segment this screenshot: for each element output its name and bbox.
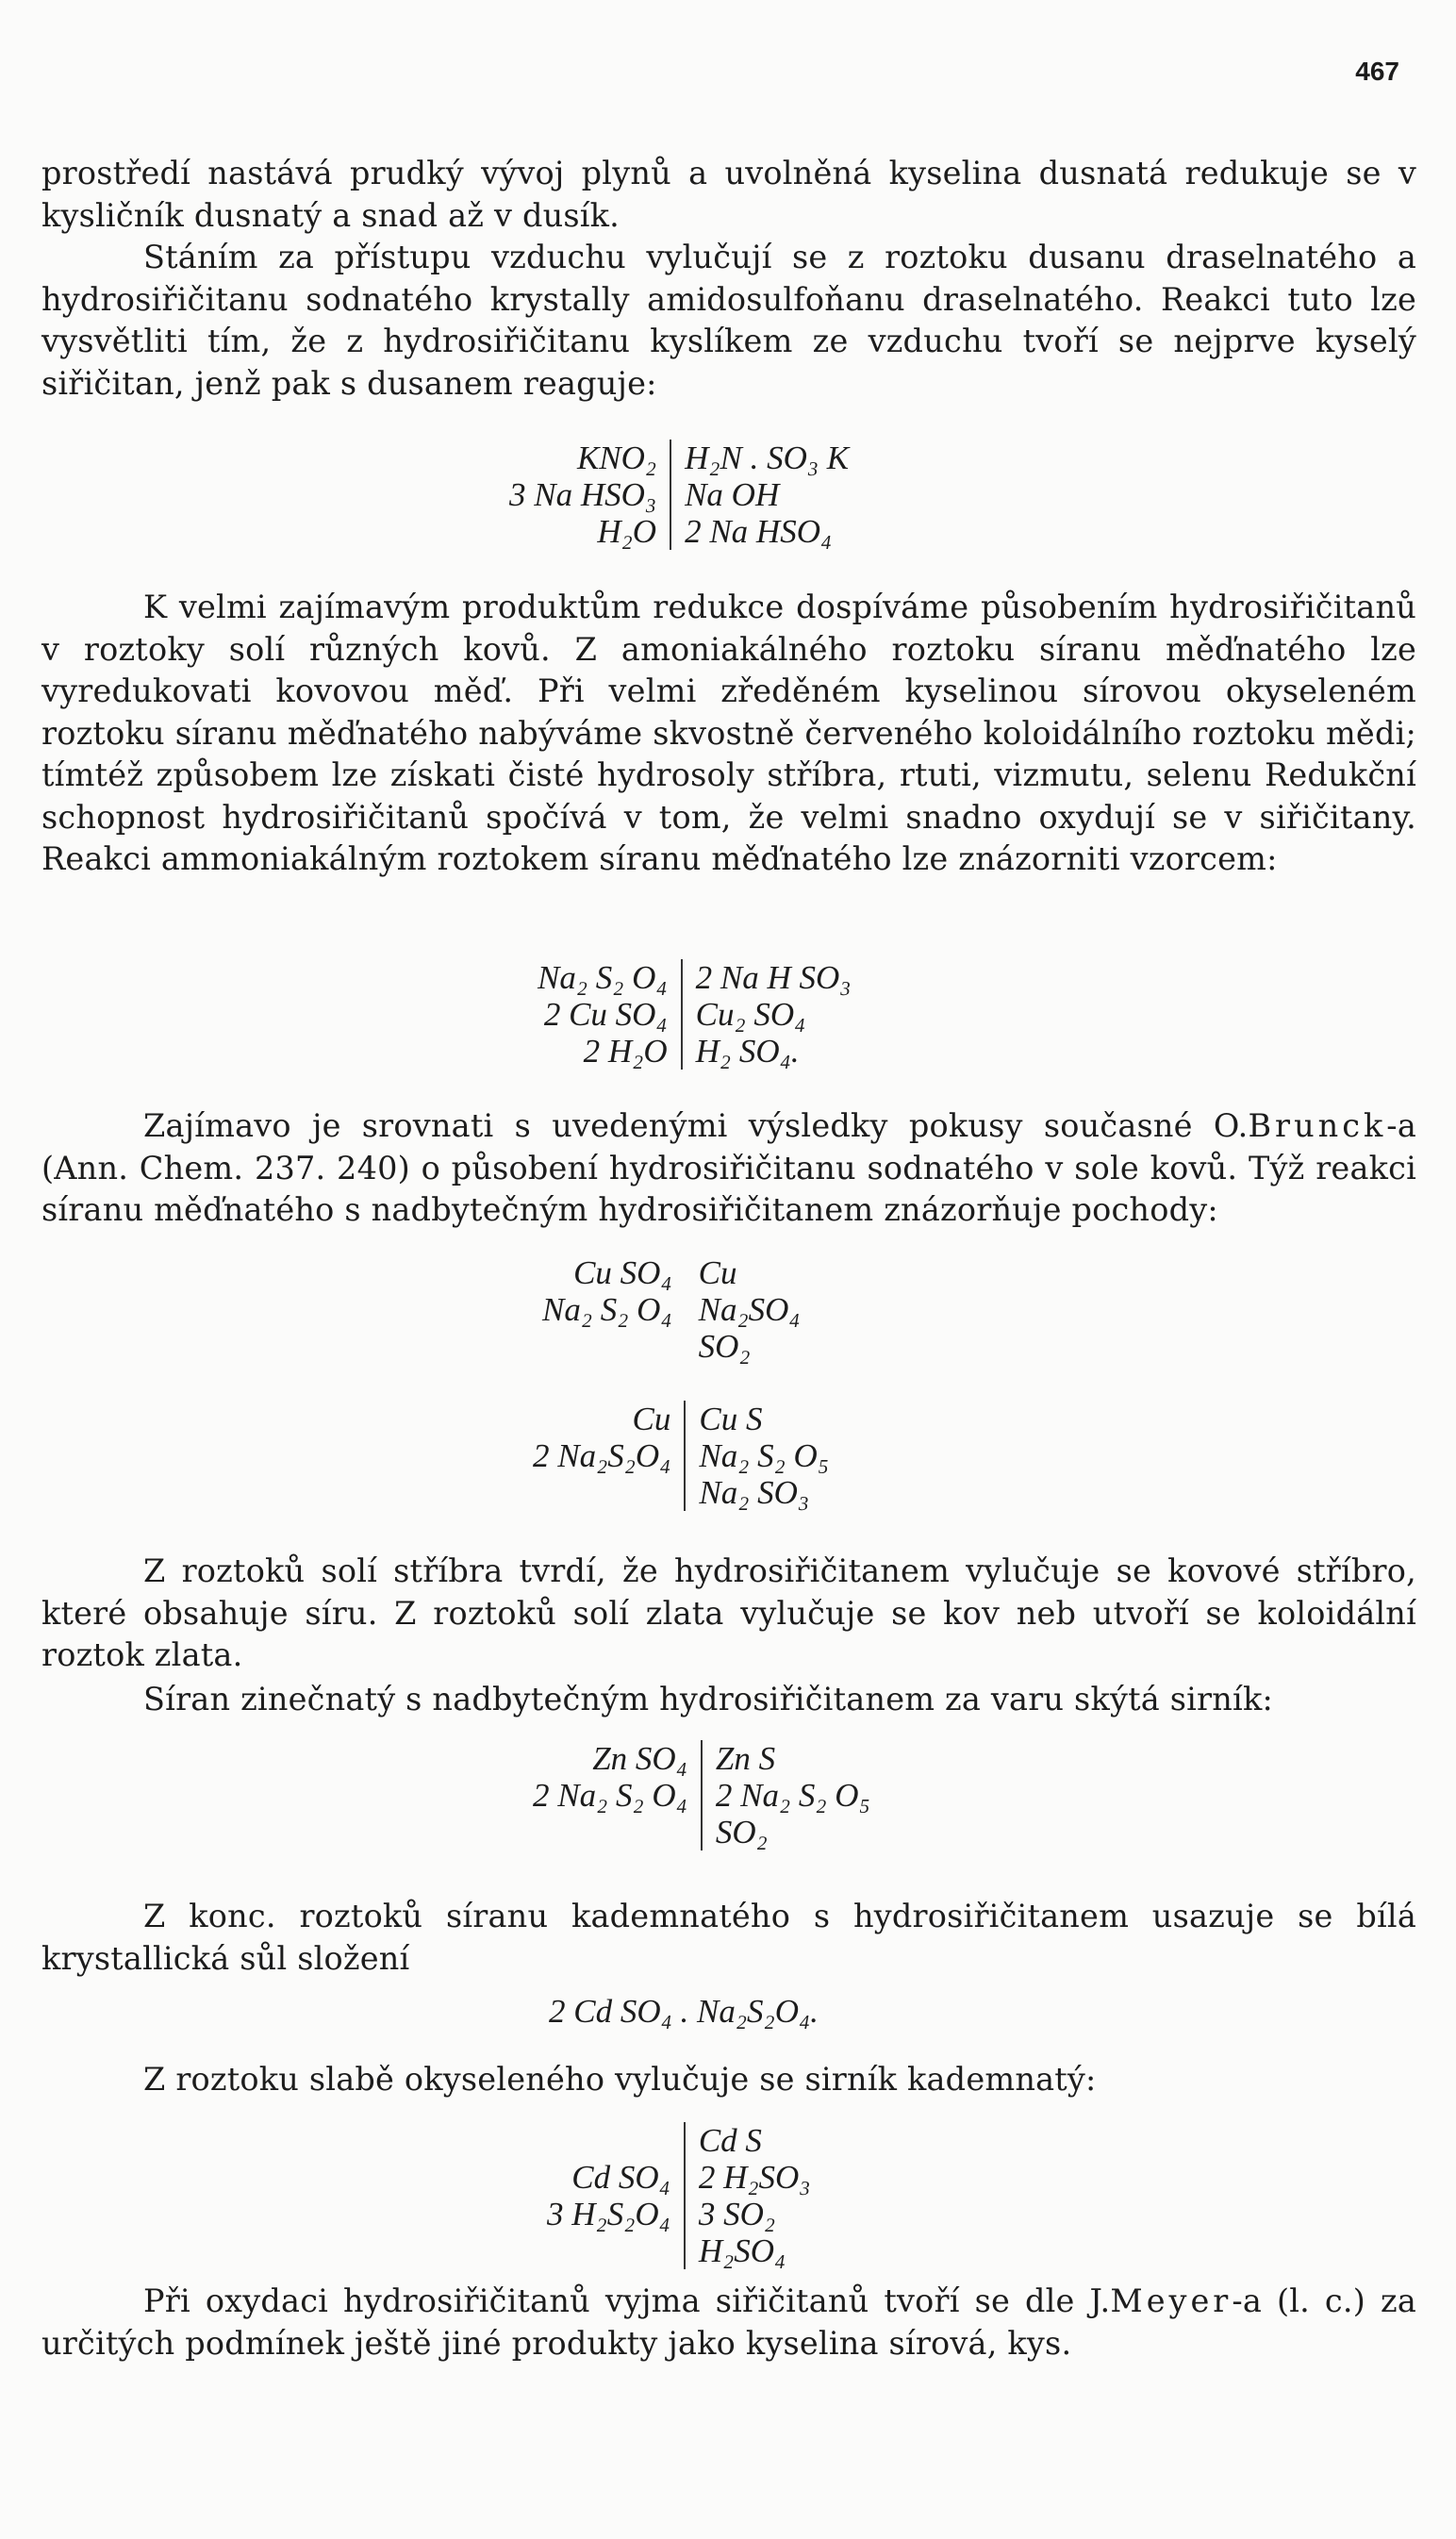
p9-text-a: Při oxydaci hydrosiřičitanů vyjma siřičitanů tvoří se dle J. xyxy=(143,2282,1111,2319)
equation-5 xyxy=(533,1740,870,1850)
eq1-left-2: 3 Na HSO₃ xyxy=(509,476,671,513)
equation-1 xyxy=(509,440,849,550)
eq5-right-1: Zn S xyxy=(715,1740,776,1777)
eq7-left-4 xyxy=(547,2232,686,2269)
paragraph-1: prostředí nastává prudký vývoj plynů a uvolněná kyselina dusnatá redukuje se v kysličník dusnatý a snad až v dusík. xyxy=(41,155,1416,234)
eq3-right-3: SO₂ xyxy=(698,1328,751,1365)
eq3-right-2: Na₂SO₄ xyxy=(698,1291,801,1328)
equation-3 xyxy=(542,1254,801,1365)
author-meyer: Meyer xyxy=(1110,2282,1233,2319)
eq2-right-1: 2 Na H SO₃ xyxy=(695,959,852,996)
eq7-right-4: H₂SO₄ xyxy=(698,2232,786,2269)
eq4-left-2: 2 Na₂S₂O₄ xyxy=(533,1437,686,1474)
p4-text-a: Zajímavo je srovnati s uvedenými výsledky pokusy současné O. xyxy=(143,1107,1249,1144)
equation-6: 2 Cd SO₄ . Na₂S₂O₄. xyxy=(549,1993,819,2030)
eq1-left-3: H₂O xyxy=(509,513,671,550)
eq1-right-3: 2 Na HSO₄ xyxy=(685,513,833,550)
equation-4 xyxy=(533,1401,829,1511)
eq4-left-3 xyxy=(533,1474,686,1511)
eq7-left-2: Cd SO₄ xyxy=(547,2159,686,2196)
eq1-left-1: KNO₂ xyxy=(509,440,671,476)
eq3-left-1: Cu SO₄ xyxy=(573,1254,672,1291)
eq2-left-2: 2 Cu SO₄ xyxy=(538,996,683,1033)
eq7-right-1: Cd S xyxy=(698,2122,762,2159)
eq2-right-2: Cu₂ SO₄ xyxy=(695,996,806,1033)
eq4-right-1: Cu S xyxy=(699,1401,763,1437)
paragraph-6: Síran zinečnatý s nadbytečným hydrosiřičitanem za varu skýtá sirník: xyxy=(143,1681,1273,1718)
page-number: 467 xyxy=(1355,57,1399,86)
equation-2 xyxy=(538,959,851,1070)
paragraph-4 xyxy=(41,1105,1416,1232)
eq5-left-3 xyxy=(533,1814,703,1850)
eq5-right-2: 2 Na₂ S₂ O₅ xyxy=(715,1777,870,1814)
paragraph-8: Z roztoku slabě okyseleného vylučuje se sirník kademnatý: xyxy=(143,2061,1097,2098)
eq5-right-3: SO₂ xyxy=(715,1814,768,1850)
eq2-right-3: H₂ SO₄. xyxy=(695,1033,800,1070)
paragraph-9 xyxy=(41,2281,1416,2365)
p9-text-b: -a (l. c.) za určitých podmínek ještě jiné produkty jako kyselina sírová, kys. xyxy=(41,2282,1416,2362)
eq2-left-3: 2 H₂O xyxy=(538,1033,683,1070)
eq2-left-1: Na₂ S₂ O₄ xyxy=(538,959,683,996)
eq7-right-2: 2 H₂SO₃ xyxy=(698,2159,811,2196)
paragraph-2: Stáním za přístupu vzduchu vylučují se z roztoku dusanu draselnatého a hydrosiřičitanu sodnatého krystally amidosulfoňanu draselnatého. Reakci tuto lze vysvětliti tím, že z hydrosiřičitanu kyslíkem ze vzduchu tvoří se nejprve kyselý siřičitan, jenž pak s dusanem reaguje: xyxy=(41,239,1416,402)
eq3-left-3 xyxy=(542,1328,686,1365)
eq7-left-3: 3 H₂S₂O₄ xyxy=(547,2196,686,2232)
author-brunck: Brunck xyxy=(1248,1107,1387,1144)
eq1-right-2: Na OH xyxy=(685,476,780,513)
eq5-left-1: Zn SO₄ xyxy=(533,1740,703,1777)
eq5-left-2: 2 Na₂ S₂ O₄ xyxy=(533,1777,703,1814)
eq4-right-3: Na₂ SO₃ xyxy=(699,1474,810,1511)
paragraph-7: Z konc. roztoků síranu kademnatého s hydrosiřičitanem usazuje se bílá krystallická sůl složení xyxy=(41,1898,1416,1977)
eq4-left-1: Cu xyxy=(533,1401,686,1437)
paragraph-5: Z roztoků solí stříbra tvrdí, že hydrosiřičitanem vylučuje se kovové stříbro, které obsahuje síru. Z roztoků solí zlata vylučuje se kov neb utvoří se koloidální roztok zlata. xyxy=(41,1552,1416,1673)
eq3-left-2: Na₂ S₂ O₄ xyxy=(542,1291,672,1328)
eq4-right-2: Na₂ S₂ O₅ xyxy=(699,1437,829,1474)
eq7-right-3: 3 SO₂ xyxy=(698,2196,776,2232)
eq3-right-1: Cu xyxy=(698,1254,737,1291)
paragraph-3: K velmi zajímavým produktům redukce dospíváme působením hydrosiřičitanů v roztoky solí různých kovů. Z amoniakálného roztoku síranu měďnatého lze vyredukovati kovovou měď. Při velmi zředěném kyselinou sírovou okyseleném roztoku síranu měďnatého nabýváme skvostně červeného koloidálního roztoku mědi; tímtéž způsobem lze získati čisté hydrosoly stříbra, rtuti, vizmutu, selenu Redukční schopnost hydrosiřičitanů spočívá v tom, že velmi snadno oxydují se v siřičitany. Reakci ammoniakálným roztokem síranu měďnatého lze znázorniti vzorcem: xyxy=(41,589,1416,877)
equation-7 xyxy=(547,2122,810,2269)
eq7-left-1 xyxy=(547,2122,686,2159)
eq1-right-1: H₂N . SO₃ K xyxy=(685,440,850,476)
p4-text-b: -a (Ann. Chem. 237. 240) o působení hydrosiřičitanu sodnatého v sole kovů. Týž reakci síranu měďnatého s nadbytečným hydrosiřičitanem znázorňuje pochody: xyxy=(41,1107,1416,1228)
